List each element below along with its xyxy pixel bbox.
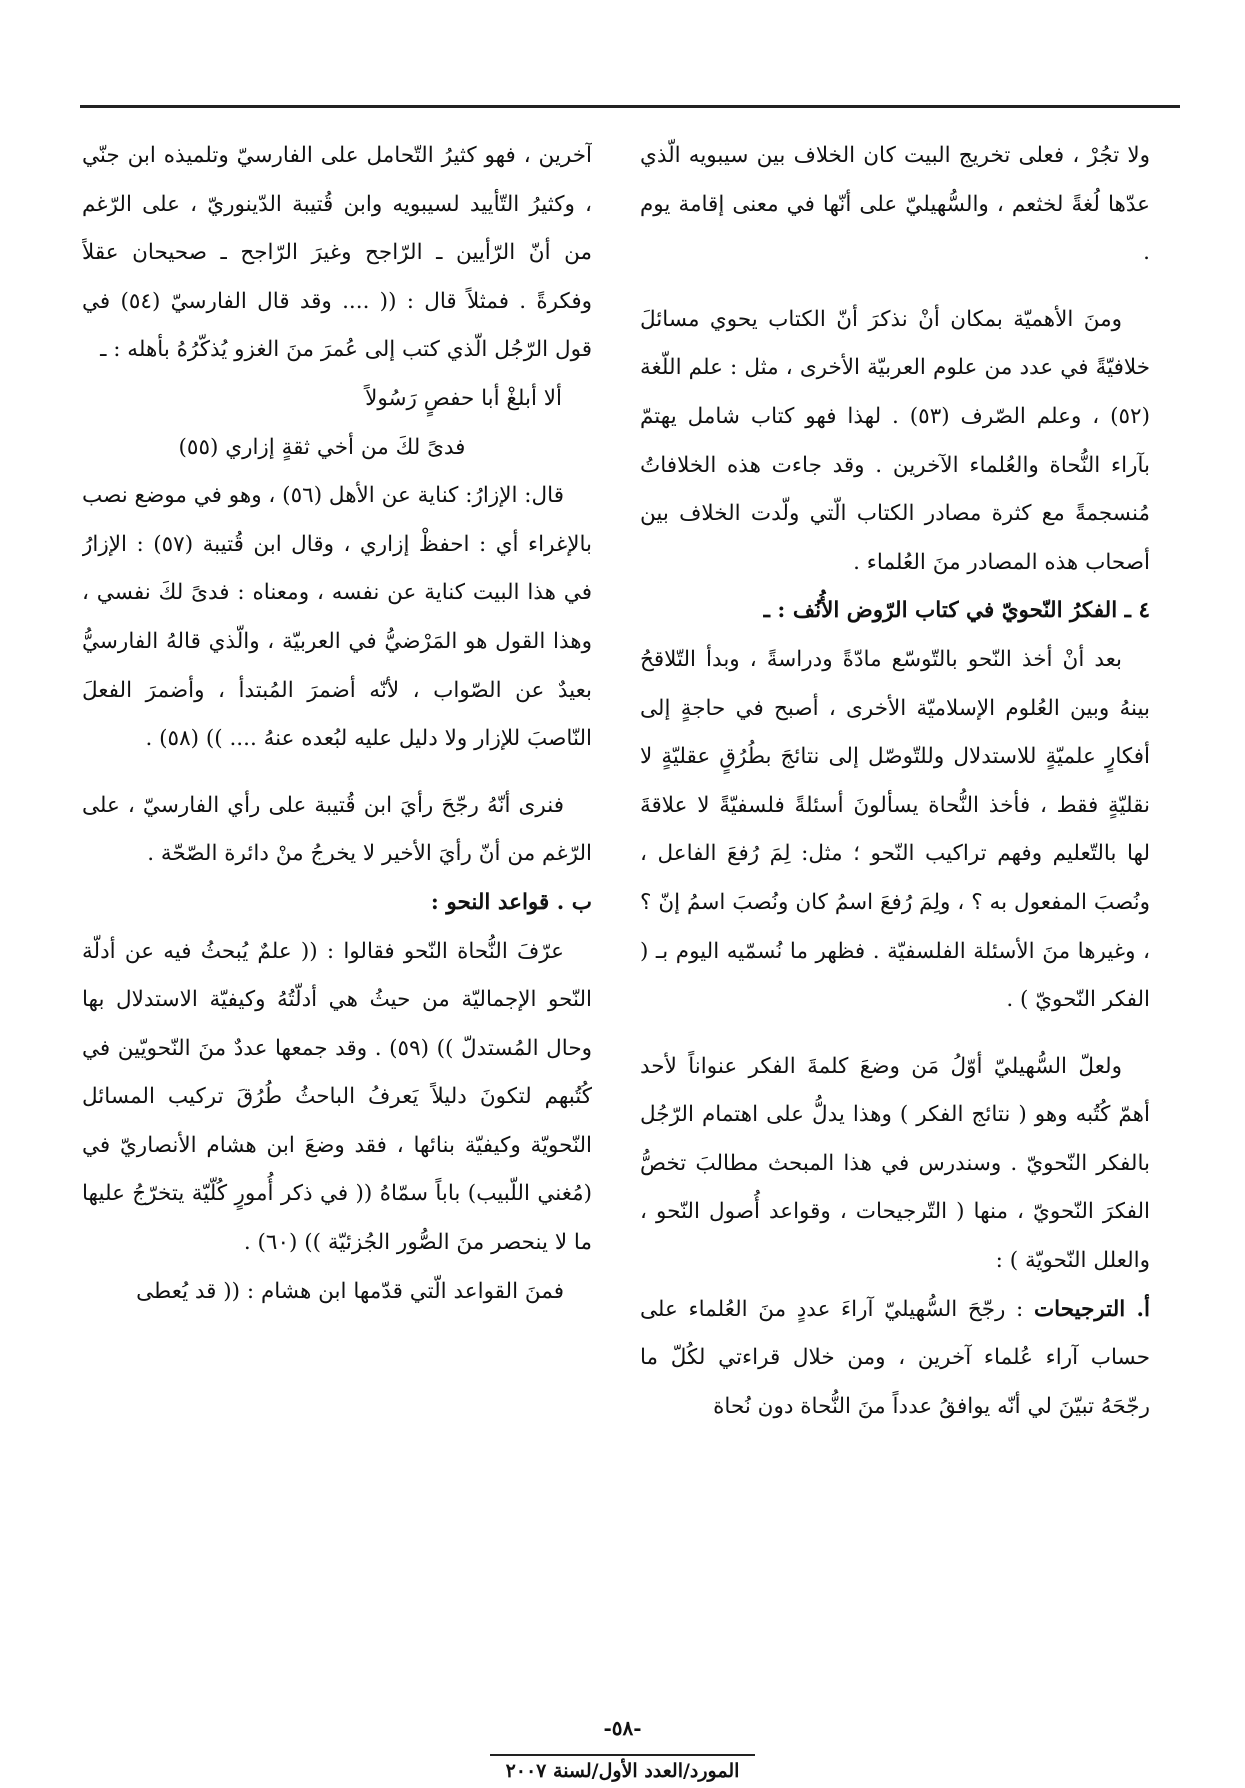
section-heading: ب . قواعد النحو : xyxy=(430,889,592,915)
paragraph: آخرين ، فهو كثيرُ التّحامل على الفارسيّ وتلميذه ابن جنّي ، وكثيرُ التّأييد لسيبويه وابن قُتيبة الدّينوريّ ، على الرّغم من أنّ الرّأيين ـ الرّاجح وغيرَ الرّاجح ـ صحيحان عقلاً وفكرةً . فمثلاً قال : (( .... وقد قال الفارسيّ (٥٤) في قول الرّجُل الّذي كتب إلى عُمرَ منَ الغزو يُذكّرُهُ بأهله : ـ xyxy=(82,143,592,363)
paragraph: عرّفَ النُّحاة النّحو فقالوا : (( علمٌ يُبحثُ فيه عن أدلّة النّحو الإجماليّة من حيثُ هي أدلّتُهُ وكيفيّة الاستدلال بها وحال المُستدلّ )) (٥٩) . وقد جمعها عددٌ منَ النّحويّين في كُتُبهم لتكونَ دليلاً يَعرفُ الباحثُ طُرُقَ تركيب المسائل النّحويّة وكيفيّة بنائها ، فقد وضعَ ابن هشام الأنصاريّ في (مُغني اللّبيب) باباً سمّاهُ (( في ذكر أُمورٍ كُلّيّة يتخرّجُ عليها ما لا ينحصر منَ الصُّور الجُزئيّة )) (٦٠) . xyxy=(82,938,592,1256)
paragraph: قال: الإزارُ: كناية عن الأهل (٥٦) ، وهو في موضع نصب بالإغراء أي : احفظْ إزاري ، وقال ابن قُتيبة (٥٧) : الإزارُ في هذا البيت كناية عن نفسه ، ومعناه : فدىً لكَ نفسي ، وهذا القول هو المَرْضيُّ في العربيّة ، والّذي قالهُ الفارسيُّ بعيدٌ عن الصّواب ، لأنّه أضمرَ المُبتدأ ، وأضمرَ الفعلَ النّاصبَ للإزار ولا دليل عليه لبُعده عنهُ .... )) (٥٨) . xyxy=(82,483,592,752)
paragraph: ومنَ الأهميّة بمكان أنْ نذكرَ أنّ الكتاب يحوي مسائلَ خلافيّةً في عدد من علوم العربيّة الأخرى ، مثل : علم اللّغة (٥٢) ، وعلم الصّرف (٥٣) . لهذا فهو كتاب شامل يهتمّ بآراء النُّحاة والعُلماء الآخرين . وقد جاءت هذه الخلافاتُ مُنسجمةً مع كثرة مصادر الكتاب الّتي ولّدت الخلاف بين أصحاب هذه المصادر منَ العُلماء . xyxy=(640,306,1150,575)
paragraph: ولا تجُرْ ، فعلى تخريج البيت كان الخلاف بين سيبويه الّذي عدّها لُغةً لخثعم ، والسُّهيليّ على أنّها في معنى إقامة يوم . xyxy=(640,143,1150,266)
left-column xyxy=(82,132,592,1612)
paragraph: فنرى أنّهُ رجّحَ رأيَ ابن قُتيبة على رأي الفارسيّ ، على الرّغم من أنّ رأيَ الأخير لا يخرجُ منْ دائرة الصّحّة . xyxy=(82,792,592,867)
verse-line: فدىً لكَ من أخي ثقةٍ إزاري (٥٥) xyxy=(178,434,466,460)
verse-line: ألا أبلغْ أبا حفصٍ رَسُولاً xyxy=(365,385,562,411)
paragraph: بعد أنْ أخذ النّحو بالتّوسّع مادّةً ودراسةً ، وبدأ التّلاقحُ بينهُ وبين العُلوم الإسلاميّة الأخرى ، أصبح في حاجةٍ إلى أفكارٍ علميّةٍ للاستدلال وللتّوصّل إلى نتائجَ بطُرُقٍ عقليّةٍ لا نقليّةٍ فقط ، فأخذ النُّحاة يسألونَ أسئلةً فلسفيّةً لا علاقةَ لها بالتّعليم وفهم تراكيب النّحو ؛ مثل: لِمَ رُفعَ الفاعل ، ونُصبَ المفعول به ؟ ، ولِمَ رُفعَ اسمُ كان ونُصبَ اسمُ إنّ ؟ ، وغيرها منَ الأسئلة الفلسفيّة . فظهر ما نُسمّيه اليوم بـ ( الفكر النّحويّ ) . xyxy=(640,646,1150,1013)
page-number: -٥٨- xyxy=(603,1716,642,1740)
paragraph: ولعلّ السُّهيليّ أوّلُ مَن وضعَ كلمةَ الفكر عنواناً لأحد أهمّ كُتُبه وهو ( نتائج الفكر ) وهذا يدلُّ على اهتمام الرّجُل بالفكر النّحويّ . وسندرس في هذا المبحث مطالبَ تخصُّ الفكرَ النّحويّ ، منها ( التّرجيحات ، وقواعد أُصول النّحو ، والعلل النّحويّة ) : xyxy=(640,1053,1150,1274)
right-column xyxy=(640,132,1150,1612)
paragraph: فمنَ القواعد الّتي قدّمها ابن هشام : (( قد يُعطى xyxy=(136,1278,564,1304)
top-rule xyxy=(80,105,1180,108)
paragraph-text: : رجّحَ السُّهيليّ آراءَ عددٍ منَ العُلماء على حساب آراء عُلماء آخرين ، ومن خلال قراءتي لكُلّ ما رجّحَهُ تبيّنَ لي أنّه يوافقُ عدداً منَ النُّحاة دون نُحاة xyxy=(640,1296,1150,1419)
journal-footer: المورد/العدد الأول/لسنة ٢٠٠٧ xyxy=(505,1760,740,1782)
subsection-heading: أ. الترجيحات xyxy=(1033,1296,1150,1322)
footer-rule xyxy=(490,1754,755,1756)
section-heading: ٤ ـ الفكرُ النّحويّ في كتاب الرّوض الأُنُف : ـ xyxy=(763,598,1150,624)
subsection-a xyxy=(640,1286,1150,1432)
